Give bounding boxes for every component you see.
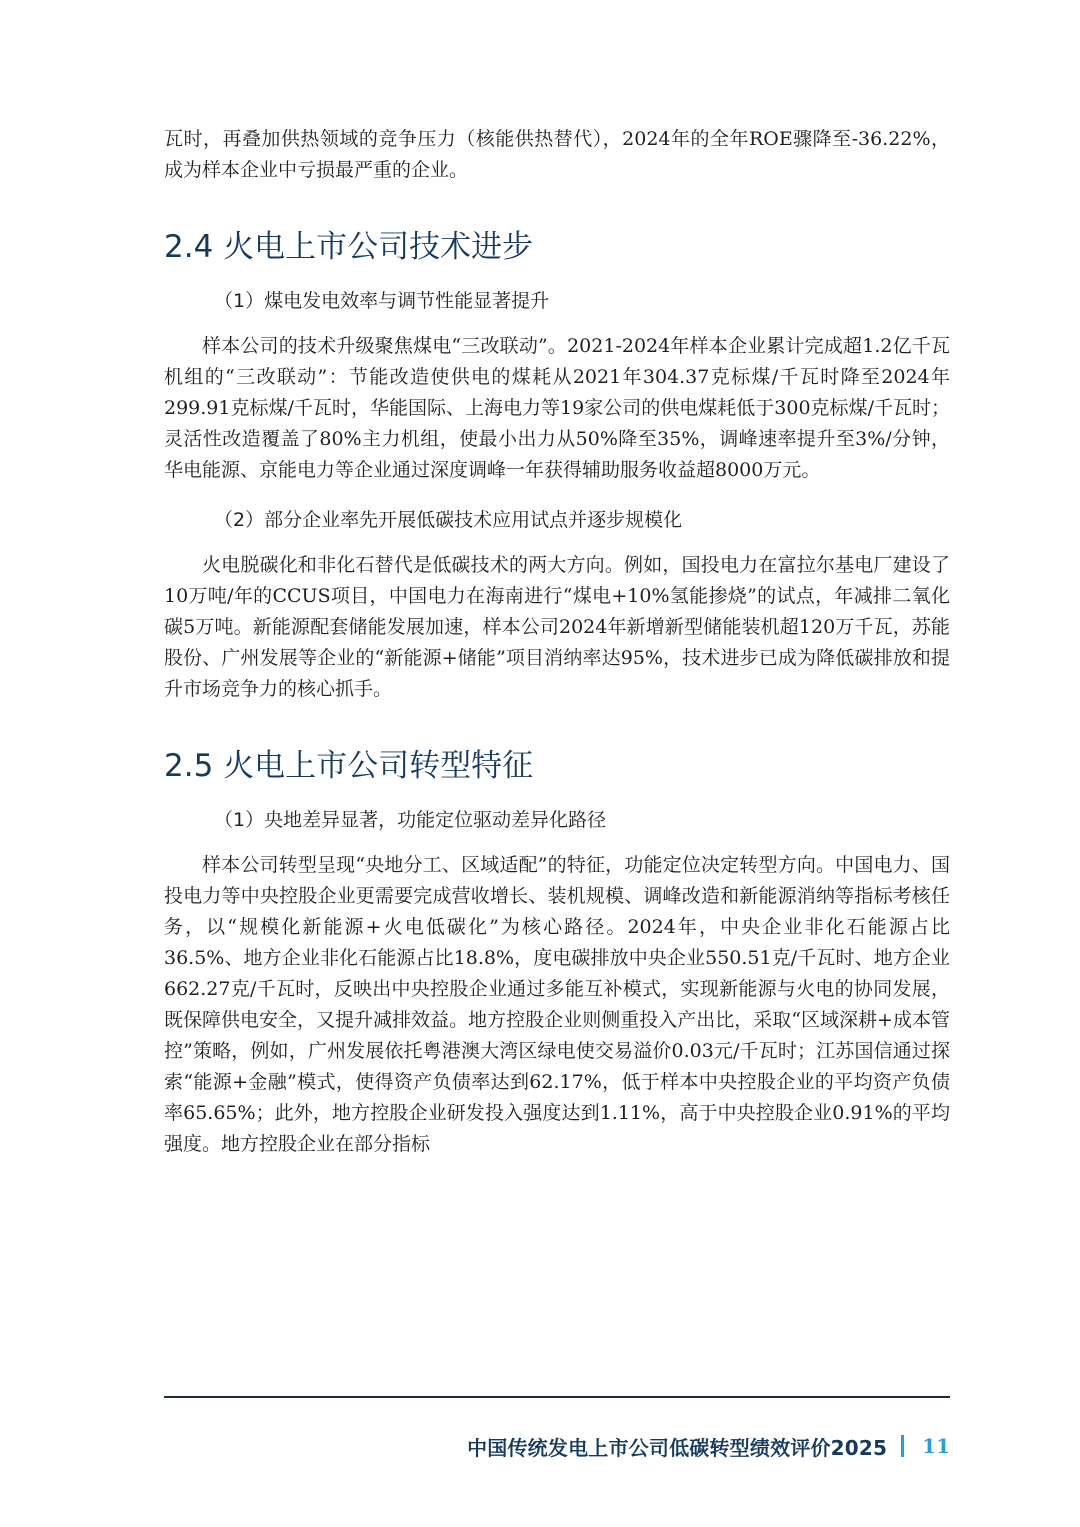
- section-heading-2-4: 2.4 火电上市公司技术进步: [164, 229, 534, 265]
- paragraph: 瓦时，再叠加供热领域的竞争压力（核能供热替代），2024年的全年ROE骤降至-36.22%，成为样本企业中亏损最严重的企业。: [164, 128, 950, 181]
- section-heading-2-5: 2.5 火电上市公司转型特征: [164, 748, 534, 784]
- footer-report-title: 中国传统发电上市公司低碳转型绩效评价2025: [467, 1435, 888, 1460]
- subheading: （1）煤电发电效率与调节性能显著提升: [214, 290, 550, 312]
- paragraph: 样本公司转型呈现“央地分工、区域适配”的特征，功能定位决定转型方向。中国电力、国投电力等中央控股企业更需要完成营收增长、装机规模、调峰改造和新能源消纳等指标考核任务，以“规模化新能源+火电低碳化”为核心路径。2024年，中央企业非化石能源占比36.5%、地方企业非化石能源占比18.8%，度电碳排放中央企业550.51克/千瓦时、地方企业662.27克/千瓦时，反映出中央控股企业通过多能互补模式，实现新能源与火电的协同发展，既保障供电安全，又提升减排效益。地方控股企业则侧重投入产出比，采取“区域深耕+成本管控”策略，例如，广州发展依托粤港澳大湾区绿电使交易溢价0.03元/千瓦时；江苏国信通过探索“能源+金融”模式，使得资产负债率达到62.17%，低于样本中央控股企业的平均资产负债率65.65%；此外，地方控股企业研发投入强度达到1.11%，高于中央控股企业0.91%的平均强度。地方控股企业在部分指标: [164, 854, 950, 1155]
- paragraph: 样本公司的技术升级聚焦煤电“三改联动”。2021-2024年样本企业累计完成超1.2亿千瓦机组的“三改联动”：节能改造使供电的煤耗从2021年304.37克标煤/千瓦时降至2024年299.91克标煤/千瓦时，华能国际、上海电力等19家公司的供电煤耗低于300克标煤/千瓦时；灵活性改造覆盖了80%主力机组，使最小出力从50%降至35%，调峰速率提升至3%/分钟，华电能源、京能电力等企业通过深度调峰一年获得辅助服务收益超8000万元。: [164, 335, 950, 481]
- page-number: 11: [922, 1434, 950, 1458]
- page-content: [164, 124, 950, 1160]
- footer-divider: [164, 1396, 950, 1398]
- page-footer: [467, 1431, 950, 1461]
- paragraph: 火电脱碳化和非化石替代是低碳技术的两大方向。例如，国投电力在富拉尔基电厂建设了10万吨/年的CCUS项目，中国电力在海南进行“煤电+10%氢能掺烧”的试点，年减排二氧化碳5万吨。新能源配套储能发展加速，样本公司2024年新增新型储能装机超120万千瓦，苏能股份、广州发展等企业的“新能源+储能”项目消纳率达95%，技术进步已成为降低碳排放和提升市场竞争力的核心抓手。: [164, 554, 950, 700]
- subheading: （1）央地差异显著，功能定位驱动差异化路径: [214, 809, 607, 831]
- subheading: （2）部分企业率先开展低碳技术应用试点并逐步规模化: [214, 509, 683, 531]
- footer-separator: [901, 1435, 904, 1457]
